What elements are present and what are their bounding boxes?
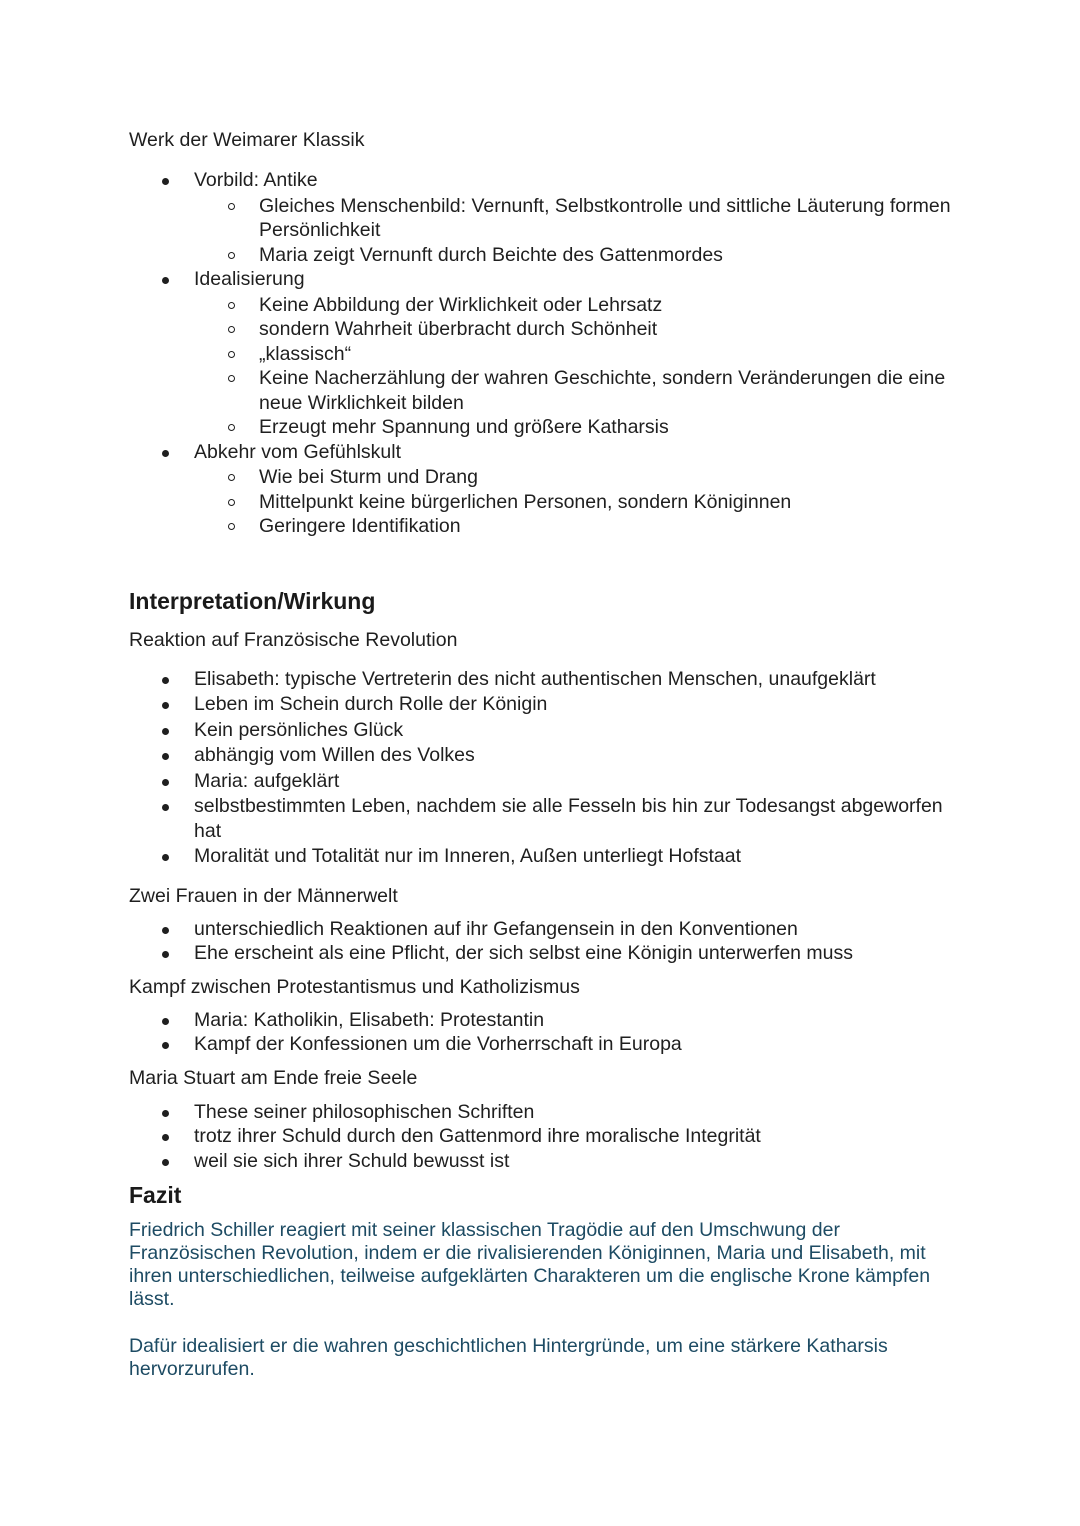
sub-item-text: Maria zeigt Vernunft durch Beichte des Gattenmordes	[259, 243, 723, 266]
list-item-text: Maria: aufgeklärt	[194, 769, 340, 792]
section-title-interpretation: Interpretation/Wirkung	[129, 587, 376, 614]
klassik-heading: Werk der Weimarer Klassik	[129, 129, 365, 151]
bullet-icon	[162, 1110, 169, 1117]
sub-item-text: Keine Abbildung der Wirklichkeit oder Lehrsatz	[259, 293, 663, 316]
sub-list-item	[194, 514, 969, 539]
fazit-paragraph: Dafür idealisiert er die wahren geschichtlichen Hintergründe, um eine stärkere Katharsis hervorzurufen.	[129, 1335, 888, 1380]
list-item	[129, 941, 969, 965]
list-item-text: selbstbestimmten Leben, nachdem sie alle Fesseln bis hin zur Todesangst abgeworfen hat	[194, 795, 943, 842]
list-item-text: These seiner philosophischen Schriften	[194, 1100, 535, 1123]
bullet-icon	[162, 927, 169, 934]
list-item	[129, 917, 969, 941]
seele-list	[129, 1100, 969, 1174]
bullet-icon	[162, 178, 169, 185]
list-item-text: Moralität und Totalität nur im Inneren, Außen unterliegt Hofstaat	[194, 845, 742, 867]
sub-list-item	[194, 194, 969, 243]
list-item	[129, 743, 969, 769]
sub-list-item	[194, 243, 969, 268]
list-item	[129, 794, 969, 844]
sub-list-item	[194, 342, 969, 367]
list-item	[129, 718, 969, 744]
list-item	[129, 1149, 969, 1174]
document-page	[129, 128, 969, 1381]
list-item-text: Kein persönliches Glück	[194, 718, 404, 741]
list-item-text: Elisabeth: typische Vertreterin des nicht authentischen Menschen, unaufgeklärt	[194, 667, 876, 690]
list-item-text: Kampf der Konfessionen um die Vorherrschaft in Europa	[194, 1032, 682, 1055]
circle-bullet-icon	[228, 326, 235, 333]
sub-list-item	[194, 366, 969, 415]
bullet-icon	[162, 677, 169, 684]
fazit-paragraph: Friedrich Schiller reagiert mit seiner klassischen Tragödie auf den Umschwung der Französischen Revolution, indem er die rivalisierenden Königinnen, Maria und Elisabeth, mit ihren unterschiedlichen, teilweise aufgeklärten Charakteren um die englische Krone kämpfen lässt.	[129, 1219, 931, 1310]
subsection-heading: Reaktion auf Französische Revolution	[129, 628, 458, 651]
bullet-icon	[162, 1159, 169, 1166]
circle-bullet-icon	[228, 474, 235, 481]
list-item	[129, 267, 969, 440]
list-item	[129, 769, 969, 795]
bullet-icon	[162, 728, 169, 735]
klassik-list	[129, 168, 969, 539]
kampf-list	[129, 1008, 969, 1056]
sub-item-text: Geringere Identifikation	[259, 515, 461, 537]
sub-item-text: sondern Wahrheit überbracht durch Schönheit	[259, 318, 658, 340]
list-item	[129, 667, 969, 693]
bullet-icon	[162, 753, 169, 760]
list-item-text: Leben im Schein durch Rolle der Königin	[194, 693, 548, 715]
circle-bullet-icon	[228, 252, 235, 259]
list-item-text: Maria: Katholikin, Elisabeth: Protestantin	[194, 1008, 545, 1031]
bullet-icon	[162, 779, 169, 786]
sub-list-item	[194, 317, 969, 342]
list-item	[129, 168, 969, 267]
circle-bullet-icon	[228, 351, 235, 358]
sub-list-item	[194, 490, 969, 515]
bullet-icon	[162, 450, 169, 457]
sub-item-text: Keine Nacherzählung der wahren Geschichte, sondern Veränderungen die eine neue Wirklichkeit bilden	[259, 367, 946, 414]
sub-list-item	[194, 293, 969, 318]
bullet-icon	[162, 1134, 169, 1141]
circle-bullet-icon	[228, 375, 235, 382]
bullet-icon	[162, 1018, 169, 1025]
bullet-icon	[162, 1042, 169, 1049]
sub-item-text: Gleiches Menschenbild: Vernunft, Selbstkontrolle und sittliche Läuterung formen Persönlichkeit	[259, 194, 951, 241]
section-title-fazit: Fazit	[129, 1182, 182, 1208]
list-item	[129, 1032, 969, 1056]
list-item	[129, 440, 969, 539]
list-item	[129, 1100, 969, 1125]
circle-bullet-icon	[228, 523, 235, 530]
list-item-text: abhängig vom Willen des Volkes	[194, 744, 475, 766]
list-item	[129, 1008, 969, 1032]
circle-bullet-icon	[228, 203, 235, 210]
list-item-text: Ehe erscheint als eine Pflicht, der sich selbst eine Königin unterwerfen muss	[194, 941, 854, 964]
sub-item-text: Mittelpunkt keine bürgerlichen Personen, sondern Königinnen	[259, 490, 792, 513]
sub-item-text: „klassisch“	[259, 342, 352, 365]
list-item-text: weil sie sich ihrer Schuld bewusst ist	[194, 1149, 510, 1172]
list-item-label: Vorbild: Antike	[194, 169, 318, 191]
subsection-heading: Zwei Frauen in der Männerwelt	[129, 884, 398, 907]
subsection-heading: Kampf zwischen Protestantismus und Katholizismus	[129, 975, 580, 998]
sub-list-item	[194, 465, 969, 490]
sub-item-text: Wie bei Sturm und Drang	[259, 466, 478, 488]
bullet-icon	[162, 804, 169, 811]
bullet-icon	[162, 702, 169, 709]
subsection-heading: Maria Stuart am Ende freie Seele	[129, 1066, 418, 1089]
bullet-icon	[162, 854, 169, 861]
list-item	[129, 844, 969, 870]
list-item-text: trotz ihrer Schuld durch den Gattenmord ihre moralische Integrität	[194, 1125, 761, 1147]
revolution-list	[129, 667, 969, 870]
bullet-icon	[162, 277, 169, 284]
list-item	[129, 692, 969, 718]
circle-bullet-icon	[228, 499, 235, 506]
list-item	[129, 1124, 969, 1149]
list-item-label: Idealisierung	[194, 268, 305, 290]
sub-item-text: Erzeugt mehr Spannung und größere Katharsis	[259, 416, 669, 438]
circle-bullet-icon	[228, 302, 235, 309]
list-item-label: Abkehr vom Gefühlskult	[194, 440, 402, 463]
list-item-text: unterschiedlich Reaktionen auf ihr Gefangensein in den Konventionen	[194, 917, 798, 940]
bullet-icon	[162, 951, 169, 958]
frauen-list	[129, 917, 969, 965]
circle-bullet-icon	[228, 424, 235, 431]
sub-list-item	[194, 415, 969, 440]
